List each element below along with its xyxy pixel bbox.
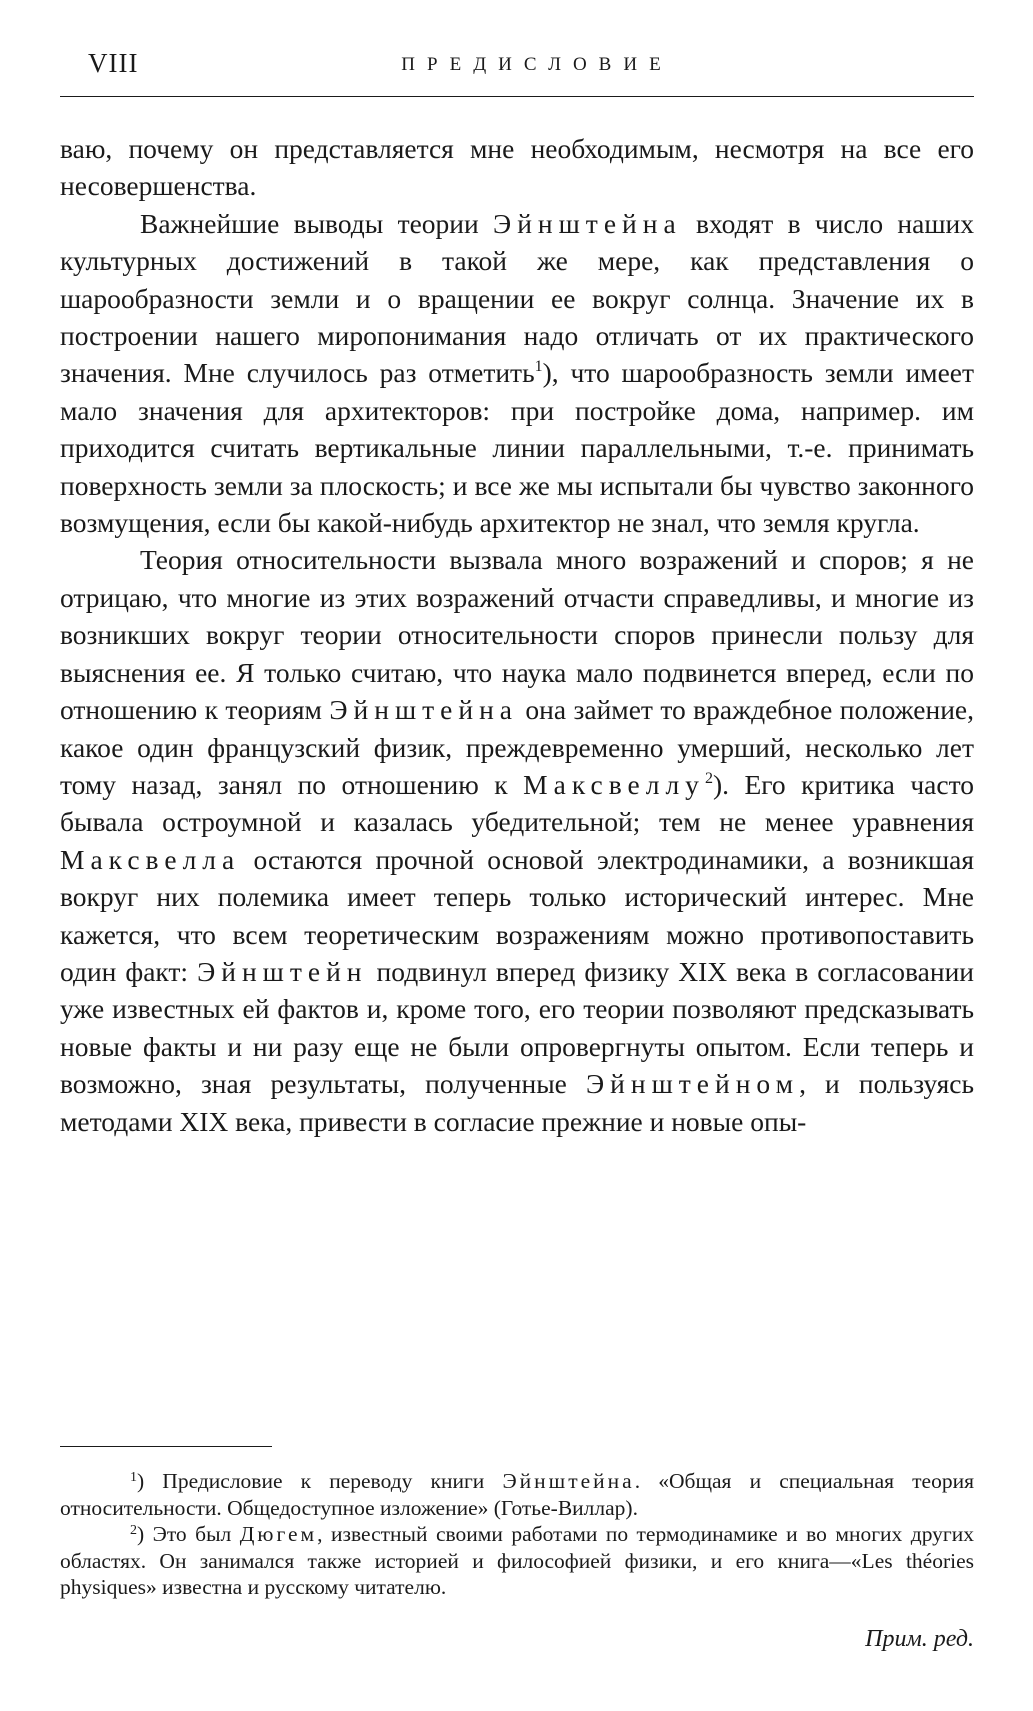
book-page	[60, 0, 974, 1711]
paragraph-3	[60, 541, 974, 1140]
running-title: ПРЕДИСЛОВИЕ	[401, 54, 673, 75]
paragraph-3-text-f: , и пользуясь методами XIX века, привести в согласие прежние и новые опы-	[60, 1068, 974, 1137]
footnote-mark-2: 2	[130, 1523, 137, 1538]
paragraph-3-text-c: ). Его критика часто бывала остроумной и казалась убедительной; тем не менее уравнения	[60, 768, 974, 838]
paragraph-2	[60, 205, 974, 542]
footnote-1-text-a: ) Предисловие к переводу книги	[137, 1469, 503, 1493]
editor-note: Прим. ред.	[865, 1626, 974, 1652]
paragraph-3-text-b: она займет то враждебное положение, какое один французский физик, преждевременно умерший, несколько лет тому назад, занял по отношению к	[60, 694, 974, 800]
paragraph-3-text-a: Теория относительности вызвала много возражений и споров; я не отрицаю, что многие из этих возражений отчасти справедливы, и многие из возникших вокруг теории относительности споров принесли пользу для выяснения ее. Я только считаю, что наука мало подвинется вперед, если по отношению к теориям	[60, 544, 974, 726]
header-rule	[60, 96, 974, 97]
footnote-1	[60, 1468, 974, 1521]
spaced-name: Эйнштейна	[502, 1469, 635, 1493]
footnote-ref-1: 1	[534, 358, 543, 376]
spaced-name: Максвеллу	[523, 768, 705, 800]
footnote-2-text-b: , известный своими работами по термодинамике и во многих других областях. Он занимался также историей и философией физики, и его книга—«Les théories physiques» известна и русскому читателю.	[60, 1522, 974, 1599]
paragraph-1-text: ваю, почему он представляется мне необходимым, несмотря на все его несовершенства.	[60, 133, 974, 202]
main-text	[60, 130, 974, 1140]
footnote-ref-2: 2	[704, 769, 713, 787]
paragraph-2-text-a: Важнейшие выводы теории	[140, 207, 494, 239]
page-header	[60, 44, 974, 84]
footnotes	[60, 1468, 974, 1601]
spaced-name: Эйнштейном	[586, 1068, 800, 1100]
page-number: VIII	[88, 48, 139, 78]
spaced-name: Эйнштейна	[493, 207, 682, 239]
footnote-1-text-b: . «Общая и специальная теория относительности. Общедоступное изложение» (Готье-Виллар).	[60, 1469, 974, 1520]
paragraph-3-text-d: остаются прочной основой электродинамики, а возникшая вокруг них полемика имеет теперь только исторический интерес. Мне кажется, что всем теоретическим возражениям можно противопоставить один факт:	[60, 843, 974, 987]
spaced-name: Эйнштейна	[329, 694, 518, 726]
paragraph-2-text-b: входят в число наших культурных достижений в такой же мере, как представления о шарообразности земли и о вращении ее вокруг солнца. Значение их в построении нашего миропонимания надо отличать от их практического значения. Мне случилось раз отметить	[60, 207, 974, 389]
spaced-name: Максвелла	[60, 843, 241, 875]
paragraph-2-text-c: ), что шарообразность земли имеет мало значения для архитекторов: при постройке дома, например. им приходится считать вертикальные линии параллельными, т.-е. принимать поверхность земли за плоскость; и все же мы испытали бы чувство законного возмущения, если бы какой-нибудь архитектор не знал, что земля кругла.	[60, 357, 974, 539]
footnote-2	[60, 1521, 974, 1601]
paragraph-3-text-e: подвинул вперед физику XIX века в согласовании уже известных ей фактов и, кроме того, его теории позволяют предсказывать новые факты и ни разу еще не были опровергнуты опытом. Если теперь и возможно, зная результаты, полученные	[60, 955, 974, 1100]
footnote-mark-1: 1	[130, 1470, 137, 1485]
spaced-name: Дюгем	[239, 1522, 318, 1546]
paragraph-1	[60, 130, 974, 205]
spaced-name: Эйнштейн	[197, 955, 368, 987]
footnote-2-text-a: ) Это был	[137, 1522, 240, 1546]
footnote-rule	[60, 1446, 272, 1447]
